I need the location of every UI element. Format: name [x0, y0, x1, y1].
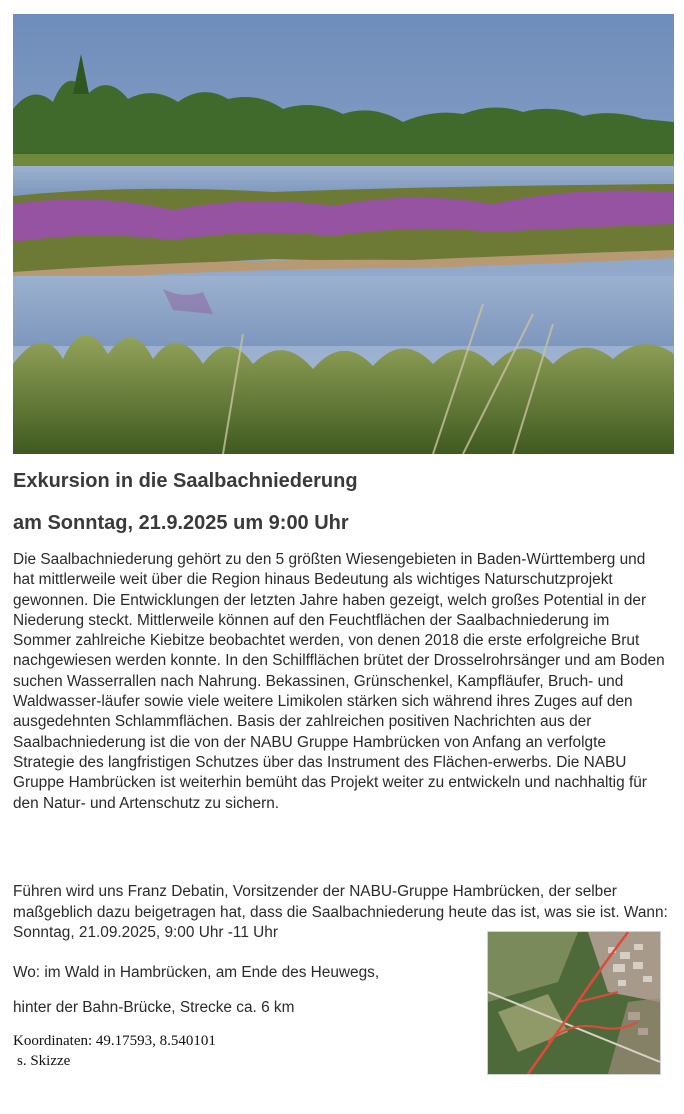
wetland-landscape-image [13, 14, 674, 454]
article-title: Exkursion in die Saalbachniederung [13, 470, 358, 492]
sketch-note: s. Skizze [17, 1053, 71, 1069]
event-date-heading: am Sonntag, 21.9.2025 um 9:00 Uhr [13, 512, 349, 534]
aerial-map-image [488, 932, 660, 1074]
description-paragraph: Die Saalbachniederung gehört zu den 5 größten Wiesengebieten in Baden-Württemberg und hat mittlerweile weit über die Region hinaus Bedeutung als wichtiges Naturschutzprojekt gewonnen. Die Entwicklungen der letzten Jahre haben gezeigt, welch großes Potential in der Niederung steckt. Mittlerweile können auf den Feuchtflächen der Saalbachniederung im Sommer zahlreiche Kiebitze beobachtet werden, von denen 2018 die erste erfolgreiche Brut nachgewiesen werden konnte. In den Schilfflächen brütet der Drosselrohrsänger und am Boden suchen Wasserrallen nach Nahrung. Bekassinen, Grünschenkel, Kampfläufer, Bruch- und Waldwasser-läufer sowie viele weitere Limikolen stärken sich während ihres Zuges auf den ausgedehnten Schlammflächen. Basis der zahlreichen positiven Nachrichten aus der Saalbachniederung ist die von der NABU Gruppe Hambrücken von Anfang an verfolgte Strategie des langfristigen Schutzes über das Instrument des Flächen-erwerbs. Die NABU Gruppe Hambrücken ist weiterhin bemüht das Projekt weiter zu entwickeln und nachhaltig für den Natur- und Artenschutz zu sichern. [13, 551, 665, 812]
route-line: hinter der Bahn-Brücke, Strecke ca. 6 km [13, 999, 295, 1016]
coordinates-text: Koordinaten: 49.17593, 8.540101 [13, 1033, 216, 1049]
guide-and-time-paragraph: Führen wird uns Franz Debatin, Vorsitzender der NABU-Gruppe Hambrücken, der selber maßgeblich dazu beigetragen hat, dass die Saalbachniederung heute das ist, was sie ist. Wann: Sonntag, 21.09.2025, 9:00 Uhr -11 Uhr [13, 883, 668, 941]
meeting-point-line: Wo: im Wald in Hambrücken, am Ende des Heuwegs, [13, 964, 380, 981]
map-sketch [487, 931, 661, 1075]
hero-photo [13, 14, 674, 454]
